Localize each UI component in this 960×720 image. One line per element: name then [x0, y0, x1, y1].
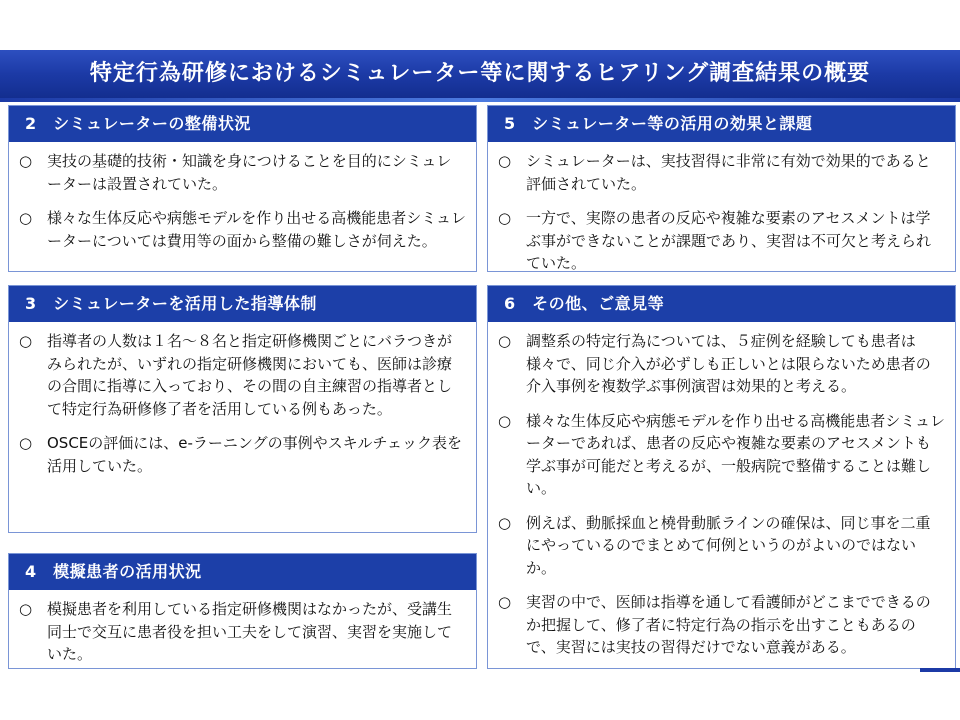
- section-body: [488, 322, 955, 665]
- list-item: [19, 150, 466, 195]
- title-underline: [0, 98, 960, 102]
- section-body: [9, 322, 476, 483]
- section-teaching-system: [8, 285, 477, 533]
- item-text: 実習の中で、医師は指導を通して看護師がどこまでできるのか把握して、修了者に特定行為の指示を出すこともあるので、実習には実技の習得だけでない意義がある。: [526, 593, 931, 656]
- circle-bullet-icon: ○: [19, 152, 33, 170]
- footer-accent-bar: [920, 668, 960, 672]
- section-other-opinions: [487, 285, 956, 669]
- item-text: 模擬患者を利用している指定研修機関はなかったが、受講生同士で交互に患者役を担い工夫をして演習、実習を実施していた。: [47, 600, 453, 663]
- list-item: [19, 432, 466, 477]
- list-item: [498, 207, 945, 275]
- list-item: [498, 150, 945, 195]
- section-header: 4 模擬患者の活用状況: [9, 554, 476, 590]
- list-item: [498, 512, 945, 580]
- item-text: 指導者の人数は１名～８名と指定研修機関ごとにバラつきがみられたが、いずれの指定研修機関においても、医師は診療の合間に指導に入っており、その間の自主練習の指導者として特定行為研修修了者を活用している例もあった。: [47, 332, 453, 418]
- item-text: 様々な生体反応や病態モデルを作り出せる高機能患者シミュレーターであれば、患者の反応や複雑な要素のアセスメントも学ぶ事が可能だと考えるが、一般病院で整備することは難しい。: [526, 411, 945, 497]
- item-text: OSCEの評価には、e-ラーニングの事例やスキルチェック表を活用していた。: [47, 434, 463, 475]
- list-item: [19, 207, 466, 252]
- item-text: 一方で、実際の患者の反応や複雑な要素のアセスメントは学ぶ事ができないことが課題であり、実習は不可欠と考えられていた。: [526, 209, 932, 272]
- page-title: 特定行為研修におけるシミュレーター等に関するヒアリング調査結果の概要: [89, 61, 871, 86]
- section-header: 5 シミュレーター等の活用の効果と課題: [488, 106, 955, 142]
- section-header: 2 シミュレーターの整備状況: [9, 106, 476, 142]
- section-body: [488, 142, 955, 281]
- item-text: シミュレーターは、実技習得に非常に有効で効果的であると評価されていた。: [526, 152, 931, 193]
- list-item: [498, 591, 945, 659]
- section-simulated-patients: [8, 553, 477, 669]
- item-text: 調整系の特定行為については、５症例を経験しても患者は様々で、同じ介入が必ずしも正しいとは限らないため患者の介入事例を複数学ぶ事例演習は効果的と考える。: [526, 332, 931, 395]
- circle-bullet-icon: ○: [498, 332, 512, 350]
- circle-bullet-icon: ○: [19, 209, 33, 227]
- section-effects-and-issues: [487, 105, 956, 272]
- list-item: [19, 598, 466, 666]
- circle-bullet-icon: ○: [498, 411, 512, 430]
- section-body: [9, 590, 476, 672]
- circle-bullet-icon: ○: [19, 600, 33, 618]
- circle-bullet-icon: ○: [498, 152, 512, 170]
- circle-bullet-icon: ○: [498, 209, 512, 227]
- item-text: 様々な生体反応や病態モデルを作り出せる高機能患者シミュレーターについては費用等の面から整備の難しさが伺えた。: [47, 209, 466, 250]
- circle-bullet-icon: ○: [19, 332, 33, 350]
- list-item: [498, 330, 945, 398]
- section-header: 6 その他、ご意見等: [488, 286, 955, 322]
- circle-bullet-icon: ○: [19, 434, 33, 452]
- list-item: [19, 330, 466, 420]
- list-item: [498, 410, 945, 500]
- circle-bullet-icon: ○: [498, 513, 512, 532]
- item-text: 例えば、動脈採血と橈骨動脈ラインの確保は、同じ事を二重にやっているのでまとめて何例というのがよいのではないか。: [526, 513, 931, 577]
- circle-bullet-icon: ○: [498, 593, 512, 611]
- section-equipment-status: [8, 105, 477, 272]
- section-header: 3 シミュレーターを活用した指導体制: [9, 286, 476, 322]
- section-body: [9, 142, 476, 258]
- item-text: 実技の基礎的技術・知識を身につけることを目的にシミュレーターは設置されていた。: [47, 152, 452, 193]
